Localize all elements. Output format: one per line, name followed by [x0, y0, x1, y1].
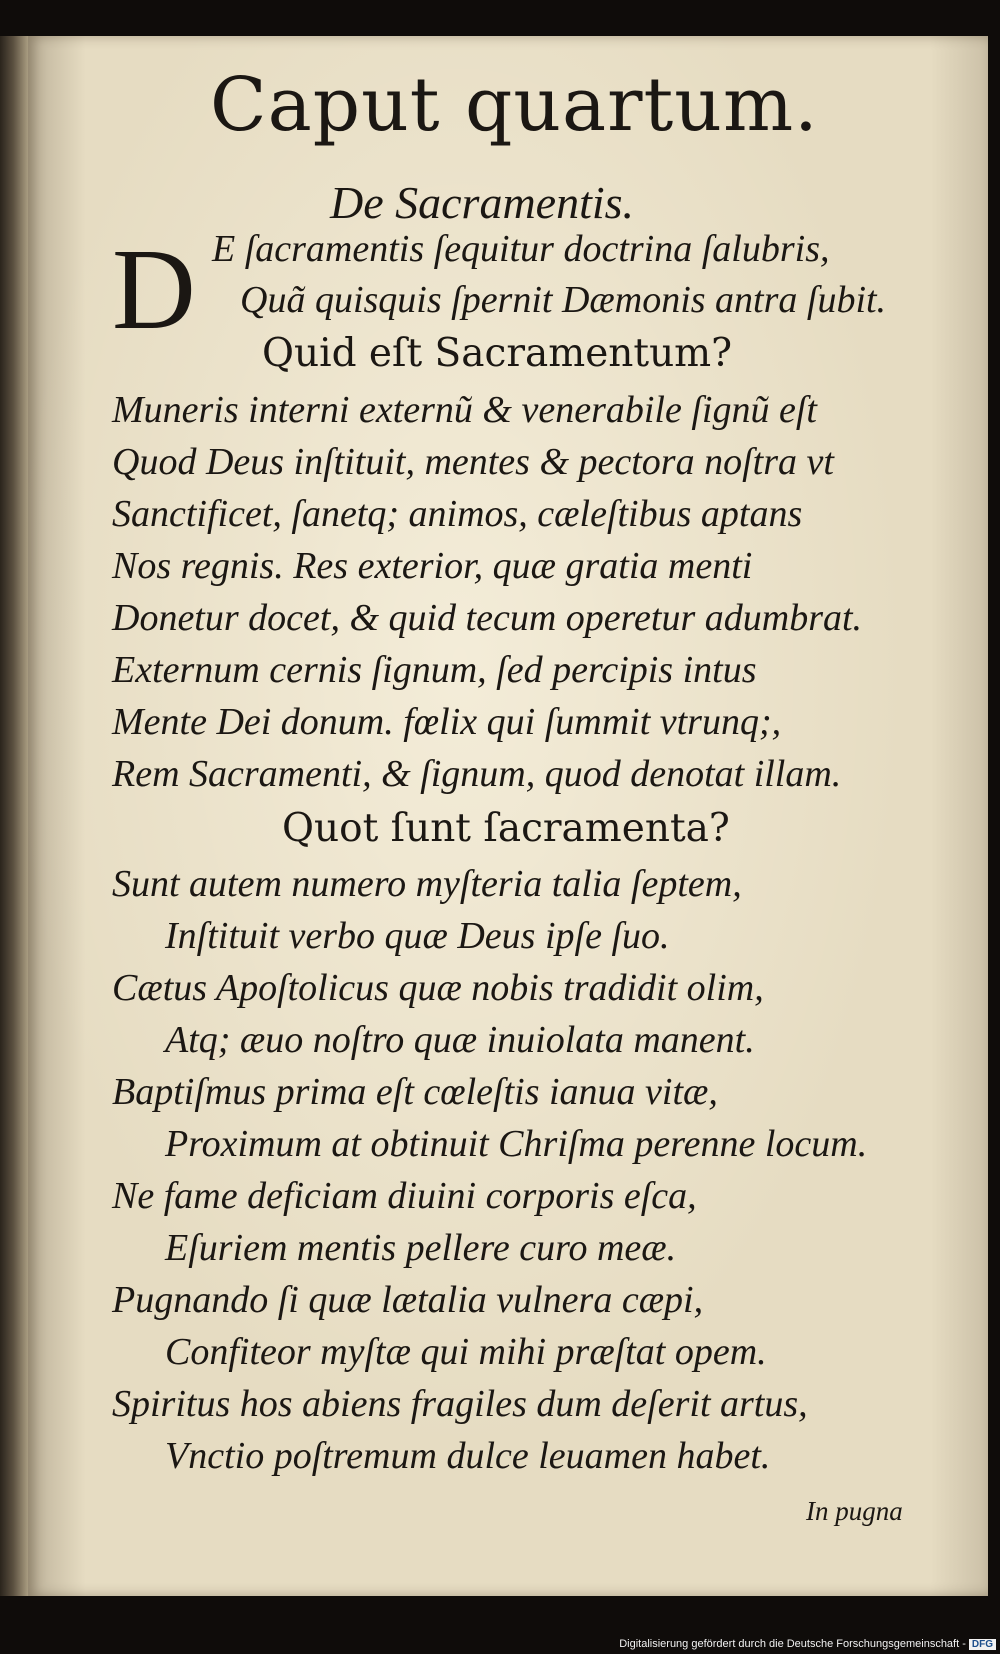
verse-line: Inſtituit verbo quæ Deus ipſe ſuo.	[165, 915, 670, 957]
credit-text: Digitalisierung gefördert durch die Deutsche Forschungsgemeinschaft -	[619, 1638, 966, 1650]
verse-line: Sunt autem numero myſteria talia ſeptem,	[112, 863, 742, 905]
verse-line: Baptiſmus prima eſt cœleſtis ianua vitæ,	[112, 1071, 718, 1113]
verse-line: Eſuriem mentis pellere curo meæ.	[165, 1227, 677, 1269]
verse-line: Ne fame deficiam diuini corporis eſca,	[112, 1175, 697, 1217]
chapter-subtitle: De Sacramentis.	[330, 177, 635, 228]
verse-line: Vnctio poſtremum dulce leuamen habet.	[165, 1435, 771, 1477]
chapter-title: Caput quartum.	[210, 62, 819, 148]
verse-line: Muneris interni externũ & venerabile ſignũ eſt	[112, 389, 817, 431]
verse-line: Nos regnis. Res exterior, quæ gratia menti	[112, 545, 753, 587]
verse-line: Spiritus hos abiens fragiles dum deſerit artus,	[112, 1383, 808, 1425]
verse-line: Pugnando ſi quæ lætalia vulnera cæpi,	[112, 1279, 704, 1321]
verse-line: Proximum at obtinuit Chriſma perenne locum.	[165, 1123, 868, 1165]
question-heading-1: Quid eſt Sacramentum?	[262, 331, 733, 376]
dfg-logo: DFG	[969, 1639, 996, 1650]
verse-line: Sanctificet, ſanetq; animos, cæleſtibus aptans	[112, 493, 803, 535]
verse-line: Mente Dei donum. fœlix qui ſummit vtrunq;,	[112, 701, 782, 743]
verse-line: Externum cernis ſignum, ſed percipis intus	[112, 649, 757, 691]
catchword: In pugna	[806, 1496, 903, 1526]
footer-bar	[0, 1632, 1000, 1654]
verse-line: Atq; æuo noſtro quæ inuiolata manent.	[165, 1019, 755, 1061]
opening-line-2: Quã quisquis ſpernit Dæmonis antra ſubit.	[240, 279, 887, 321]
verse-line: Rem Sacramenti, & ſignum, quod denotat illam.	[112, 753, 842, 795]
opening-line-1: E ſacramentis ſequitur doctrina ſalubris,	[212, 228, 830, 270]
digitization-credit	[619, 1638, 996, 1650]
verse-line: Confiteor myſtæ qui mihi præſtat opem.	[165, 1331, 767, 1373]
verse-line: Donetur docet, & quid tecum operetur adumbrat.	[112, 597, 863, 639]
drop-cap-initial: D	[112, 226, 196, 354]
question-heading-2: Quot ſunt ſacramenta?	[282, 806, 730, 851]
verse-line: Quod Deus inſtituit, mentes & pectora noſtra vt	[112, 441, 834, 483]
verse-line: Cætus Apoſtolicus quæ nobis tradidit olim,	[112, 967, 764, 1009]
